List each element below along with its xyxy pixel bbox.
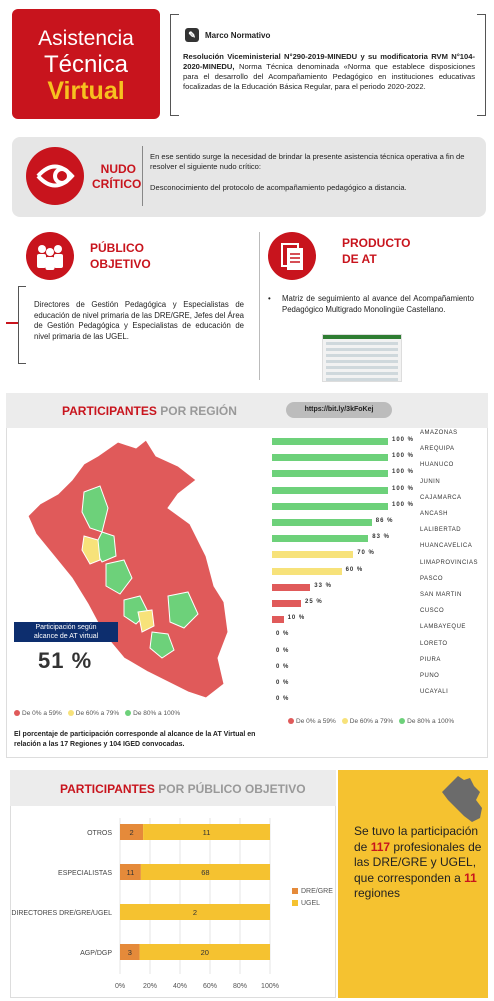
publico-chart-title: PARTICIPANTES POR PÚBLICO OBJETIVO xyxy=(60,782,306,796)
region-bar-label: 100 % xyxy=(392,453,415,460)
region-bar xyxy=(272,470,388,477)
nudo-title: NUDO CRÍTICO xyxy=(92,162,142,191)
region-bar-label: 25 % xyxy=(305,599,323,605)
region-bar xyxy=(272,487,388,494)
region-bar-label: 0 % xyxy=(276,680,290,686)
region-category-label: SAN MARTIN xyxy=(420,592,462,598)
stack-value-label: 68 xyxy=(201,868,210,877)
region-bar-label: 33 % xyxy=(314,582,332,589)
category-label: DIRECTORES DRE/GRE/UGEL xyxy=(11,910,112,917)
producto-bullet: • Matriz de seguimiento al avance del Acompañamiento Pedagógico Multigrado Monolingüe Castellano. xyxy=(268,294,474,314)
x-tick-label: 80% xyxy=(232,983,248,990)
stack-value-label: 20 xyxy=(200,948,209,957)
nudo-text-2: Desconocimiento del protocolo de acompañamiento pedagógico a distancia. xyxy=(150,183,407,192)
region-category-label: JUNIN xyxy=(420,478,441,485)
x-tick-label: 20% xyxy=(142,983,158,990)
region-bar-label: 0 % xyxy=(276,696,290,703)
region-bar-label: 10 % xyxy=(287,615,306,622)
region-bar-chart xyxy=(272,432,482,712)
x-tick-label: 60% xyxy=(202,983,218,990)
region-bar xyxy=(272,551,353,558)
region-bar-label: 0 % xyxy=(276,631,290,638)
marco-bold: Resolución Viceministerial N°290-2019-MINEDU y su modificatoria RVM N°104-2020-MINEDU, xyxy=(183,52,475,71)
people-icon xyxy=(26,232,74,280)
spreadsheet-thumbnail xyxy=(322,334,402,382)
region-bar-label: 100 % xyxy=(392,469,415,476)
stack-value-label: 3 xyxy=(127,948,132,957)
region-bar-label: 100 % xyxy=(392,501,415,508)
stack-value-label: 11 xyxy=(126,868,135,877)
region-category-label: ANCASH xyxy=(420,511,449,517)
region-bar xyxy=(272,535,368,542)
region-category-label: HUANCAVELICA xyxy=(420,543,473,550)
publico-title: PÚBLICO OBJETIVO xyxy=(90,241,151,271)
region-category-label: UCAYALI xyxy=(420,689,449,696)
region-link[interactable]: https://bit.ly/3kFoKej xyxy=(286,402,392,418)
region-bar xyxy=(272,616,284,623)
producto-title: PRODUCTO DE AT xyxy=(342,236,411,266)
participation-label: Participación según alcance de AT virtual xyxy=(14,622,118,642)
region-bar-label: 100 % xyxy=(392,437,415,443)
marco-normativo-box xyxy=(170,14,486,116)
stack-value-label: 2 xyxy=(192,908,198,917)
publico-stacked-chart xyxy=(10,806,336,998)
stack-value-label: 2 xyxy=(129,828,134,837)
region-note: El porcentaje de participación corresponde al alcance de la AT Virtual en relación a las 17 Regiones y 104 IGED convocadas. xyxy=(14,731,256,748)
title-line-1: Asistencia xyxy=(38,27,134,50)
stack-value-label: 11 xyxy=(202,828,211,837)
title-banner xyxy=(12,9,160,119)
marco-text xyxy=(183,52,475,92)
nudo-text-1: En ese sentido surge la necesidad de brindar la presente asistencia técnica operativa a fin de resolver el siguiente nudo crítico: xyxy=(150,152,465,171)
region-category-label: AREQUIPA xyxy=(420,446,455,453)
participation-value: 51 % xyxy=(38,648,93,673)
region-bar xyxy=(272,503,388,510)
region-bar-label: 60 % xyxy=(345,566,364,573)
region-bar xyxy=(272,568,342,575)
region-bar-label: 0 % xyxy=(276,647,290,654)
category-label: OTROS xyxy=(87,830,112,837)
knot-icon xyxy=(26,147,84,205)
publico-chart-legend: DRE/GRE UGEL xyxy=(292,886,333,910)
region-bar xyxy=(272,584,310,591)
bar-legend: De 0% a 59% De 60% a 79% De 80% a 100% xyxy=(288,718,454,725)
marco-header xyxy=(185,28,270,42)
category-label: AGP/DGP xyxy=(80,950,112,957)
region-category-label: CAJAMARCA xyxy=(420,494,462,501)
x-tick-label: 40% xyxy=(172,983,188,990)
title-line-3: Virtual xyxy=(47,77,125,105)
region-category-label: LIMAPROVINCIAS xyxy=(420,559,479,566)
pencil-icon: ✎ xyxy=(185,28,199,42)
map-legend: De 0% a 59% De 60% a 79% De 80% a 100% xyxy=(14,710,180,717)
region-category-label: PASCO xyxy=(420,575,444,582)
nudo-text xyxy=(150,152,482,193)
publico-text: Directores de Gestión Pedagógica y Especialistas de educación de nivel primaria de las DRE/GRE, Jefes del Área de Gestión Pedagógica y Especialistas de educación de nivel primaria de las UGEL. xyxy=(34,300,244,341)
summary-text: Se tuvo la participación de 117 profesionales de las DRE/GRE y UGEL, que corresponden a 11 regiones xyxy=(354,824,482,900)
document-icon xyxy=(268,232,316,280)
region-bar-label: 0 % xyxy=(276,663,290,670)
marco-title: Marco Normativo xyxy=(205,30,271,40)
region-bar-label: 83 % xyxy=(372,534,390,541)
region-bar-label: 70 % xyxy=(357,550,375,557)
x-tick-label: 100% xyxy=(261,983,279,990)
region-title: PARTICIPANTES POR REGIÓN xyxy=(62,404,237,418)
region-bar xyxy=(272,519,372,526)
region-bar xyxy=(272,454,388,461)
region-bar-label: 86 % xyxy=(375,518,394,524)
region-bar xyxy=(272,600,301,607)
region-category-label: PUNO xyxy=(420,673,440,679)
region-bar xyxy=(272,438,388,445)
marco-rest: Norma Técnica denominada «Norma que establece disposiciones para el desarrollo del Acompañamiento Pedagógico en instituciones educativas focalizadas de la Educación Básica Regular, para el periodo 2020-2022. xyxy=(183,62,475,91)
region-category-label: AMAZONAS xyxy=(420,430,458,436)
region-bar-label: 100 % xyxy=(392,485,415,492)
region-category-label: CUSCO xyxy=(420,608,445,615)
region-category-label: LORETO xyxy=(420,640,448,647)
category-label: ESPECIALISTAS xyxy=(58,870,112,877)
region-category-label: LAMBAYEQUE xyxy=(420,624,466,631)
region-category-label: PIURA xyxy=(420,656,441,663)
region-category-label: LALIBERTAD xyxy=(420,527,462,534)
peru-map-icon xyxy=(440,774,486,824)
x-tick-label: 0% xyxy=(114,983,126,990)
region-category-label: HUANUCO xyxy=(420,462,454,469)
title-line-2: Técnica xyxy=(43,51,129,78)
